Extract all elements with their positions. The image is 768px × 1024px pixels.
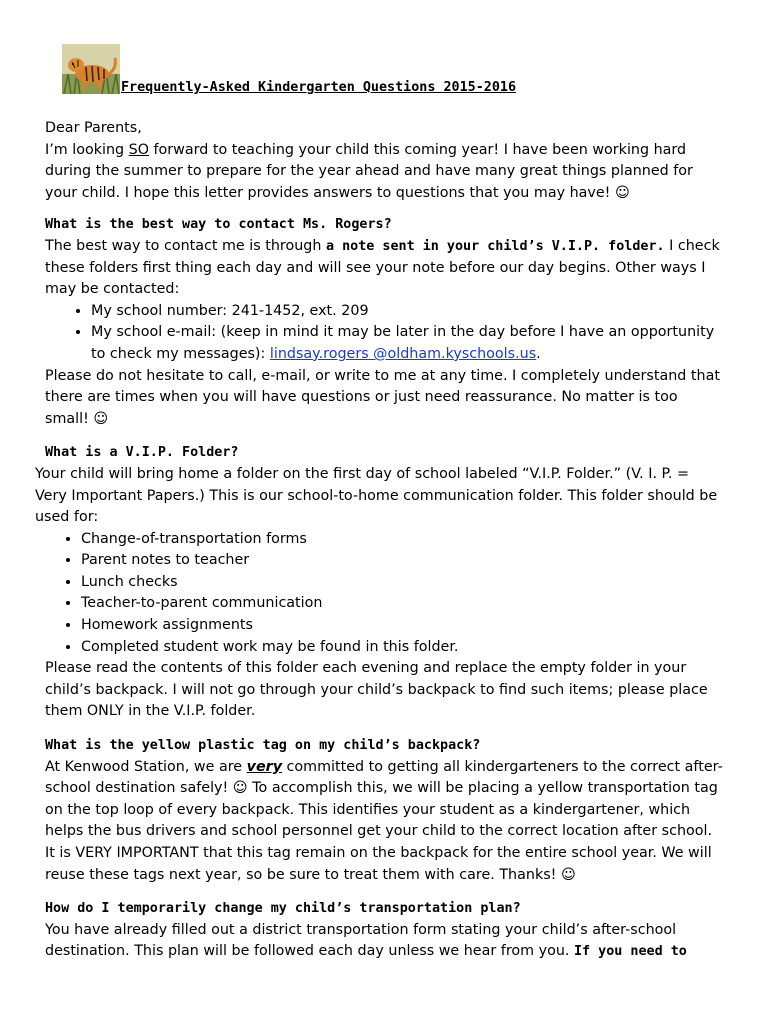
greeting: Dear Parents, xyxy=(45,120,142,136)
list-item: • Homework assignments xyxy=(81,615,725,637)
tag-paragraph: At Kenwood Station, we are very committed to getting all kindergarteners to the correct after-school destination safely! ☺ To accomplish this, we will be placing a yellow transportation tag on the top loop of every backpack. This identifies your student as a kindergartener, which helps the bus drivers and school personnel get your child to the correct location after school. It is VERY IMPORTANT that this tag remain on the backpack for the entire school year. We will reuse these tags next year, so be sure to treat them with care. Thanks! ☺ xyxy=(45,758,723,883)
question-contact: What is the best way to contact Ms. Rogers? xyxy=(45,217,392,233)
list-item: • Completed student work may be found in this folder. xyxy=(81,637,725,659)
vip-closing: Please read the contents of this folder each evening and replace the empty folder in your child’s backpack. I will not go through your child’s backpack to find such items; please place them ONLY in the V.I.P. folder. xyxy=(45,660,708,720)
transport-paragraph: You have already filled out a district transportation form stating your child’s after-school destination. This plan will be followed each day unless we hear from you. If you need to xyxy=(45,921,687,960)
vip-list xyxy=(45,529,725,659)
page-title: Frequently-Asked Kindergarten Questions 2015-2016 xyxy=(121,80,517,95)
letter-body xyxy=(35,118,725,963)
contact-closing: Please do not hesitate to call, e-mail, or write to me at any time. I completely understand that there are times when you will have questions or just need reassurance. No matter is too small! ☺ xyxy=(45,367,720,427)
question-tag: What is the yellow plastic tag on my child’s backpack? xyxy=(45,738,481,754)
question-transport: How do I temporarily change my child’s transportation plan? xyxy=(45,901,521,917)
intro-paragraph: I’m looking SO forward to teaching your child this coming year! I have been working hard during the summer to prepare for the year ahead and have many great things planned for your child. I hope this letter provides answers to questions that you may have! ☺ xyxy=(45,141,693,201)
list-item: • Change-of-transportation forms xyxy=(81,529,725,551)
list-item-email: • My school e-mail: (keep in mind it may be later in the day before I have an opportunity to check my messages): lindsay.rogers @oldham.kyschools.us. xyxy=(91,322,725,365)
email-link[interactable]: lindsay.rogers @oldham.kyschools.us xyxy=(269,345,537,362)
list-item: • Parent notes to teacher xyxy=(81,550,725,572)
contact-paragraph: The best way to contact me is through a note sent in your child’s V.I.P. folder. I check these folders first thing each day and will see your note before our day begins. Other ways I may be contacted: xyxy=(45,237,720,298)
list-item: • Lunch checks xyxy=(81,572,725,594)
title-block xyxy=(62,44,622,96)
question-vip: What is a V.I.P. Folder? xyxy=(45,445,239,461)
list-item: • Teacher-to-parent communication xyxy=(81,593,725,615)
contact-list xyxy=(45,301,725,366)
list-item-phone: • My school number: 241-1452, ext. 209 xyxy=(91,301,725,323)
vip-intro: Your child will bring home a folder on the first day of school labeled “V.I.P. Folder.” (V. I. P. = Very Important Papers.) This is our school-to-home communication folder. This folder should be used for: xyxy=(35,465,718,526)
tiger-logo xyxy=(62,44,120,94)
